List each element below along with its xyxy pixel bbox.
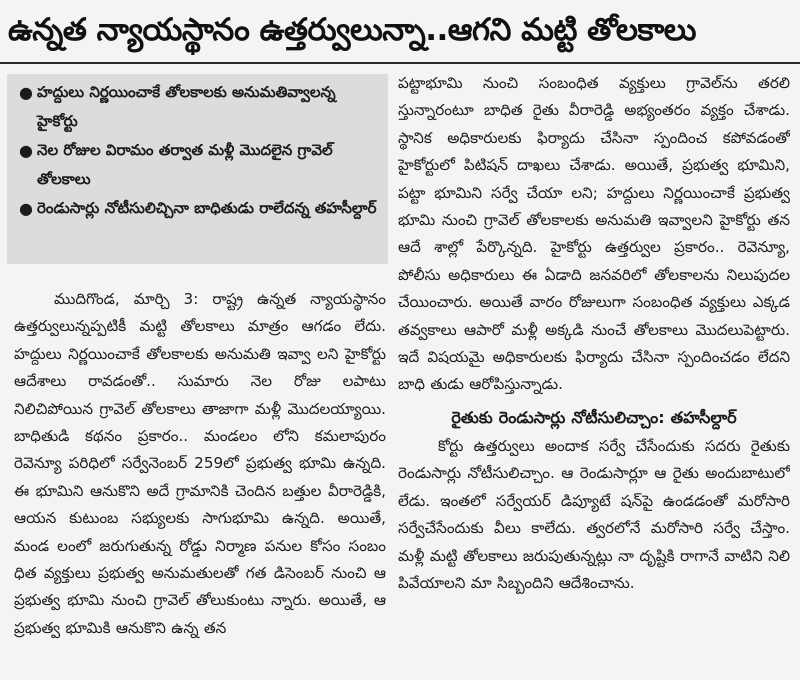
- highlights-box: [7, 74, 388, 264]
- headline: ఉన్నత న్యాయస్థానం ఉత్తర్వులున్నా..ఆగని మట్టి తోలకాలు: [8, 12, 696, 48]
- bullet-icon: ●: [19, 199, 33, 218]
- article-paragraph: పట్టాభూమి నుంచి సంబంధిత వ్యక్తులు గ్రావెల్‌ను తరలి స్తున్నారంటూ బాధిత రైతు వీరారెడ్డి అభ్యంతరం వ్యక్తం చేశాడు. స్థానిక అధికారులకు ఫిర్యాదు చేసినా స్పందించ కపోవడంతో హైకోర్టులో పిటిషన్ దాఖలు చేశాడు. అయితే, ప్రభుత్వ భూమిని, పట్టా భూమిని సర్వే చేయా లని; హద్దులు నిర్ణయించాకే ప్రభుత్వ భూమి నుంచి గ్రావెల్ తోలకాలకు అనుమతి ఇవ్వాలని హైకోర్టు తన ఆదే శాల్లో పేర్కొన్నది. హైకోర్టు ఉత్తర్వుల ప్రకారం.. రెవెన్యూ, పోలీసు అధికారులు ఈ ఏడాది జనవరిలో తోలకాలను నిలుపుదల చేయించారు. అయితే వారం రోజులుగా సంబంధిత వ్యక్తులు ఎక్కడ తవ్వకాలు ఆపారో మళ్లీ అక్కడి నుంచే తోలకాలు మొదలుపెట్టారు. ఇదే విషయమై అధికారులకు ఫిర్యాదు చేసినా స్పందించడం లేదని బాధి తుడు ఆరోపిస్తున్నాడు.: [398, 74, 790, 394]
- paragraph-text: కోర్టు ఉత్తర్వులు అందాక సర్వే చేసేందుకు సదరు రైతుకు రెండుసార్లు నోటీసులిచ్చాం. ఆ రెండుసార్లూ ఆ రైతు అందుబాటులో లేడు. ఇంతలో సర్వేయర్ డిప్యూటే షన్‌పై ఉండడంతో మరోసారి సర్వేచేసేందుకు వీలు కాలేదు. త్వరలోనే మరోసారి సర్వే చేస్తాం. మళ్లీ మట్టి తోలకాలు జరుపుతున్నట్లు నా దృష్టికి రాగానే వాటిని నిలి పివేయాలని మా సిబ్బందిని ఆదేశించాను.: [398, 436, 790, 592]
- highlight-item: [19, 78, 380, 136]
- subheading: రైతుకు రెండుసార్లు నోటీసులిచ్చాం: తహసీల్దార్: [451, 407, 737, 427]
- highlight-text: హద్దులు నిర్ణయించాకే తోలకాలకు అనుమతివ్వాలన్న హైకోర్టు: [37, 83, 336, 130]
- highlight-item: [19, 194, 380, 223]
- article-paragraph: [398, 433, 790, 597]
- paragraph-text: ముదిగొండ, మార్చి 3: రాష్ట్ర ఉన్నత న్యాయస్థానం ఉత్తర్వులున్నప్పటికీ మట్టి తోలకాలు మాత్రం ఆగడం లేదు. హద్దులు నిర్ణయించాకే తోలకాలకు అనుమతి ఇవ్వా లని హైకోర్టు ఆదేశాలు రావడంతో.. సుమారు నెల రోజు లపాటు నిలిచిపోయిన గ్రావెల్ తోలకాలు తాజాగా మళ్లీ మొదలయ్యాయి. బాధితుడి కథనం ప్రకారం.. మండలం లోని కమలాపురం రెవెన్యూ పరిధిలో సర్వేనెంబర్ 259లో ప్రభుత్వ భూమి ఉన్నది. ఈ భూమిని ఆనుకొని అదే గ్రామానికి చెందిన బత్తుల వీరారెడ్డికి, ఆయన కుటుంబ సభ్యులకు సాగుభూమి ఉన్నది. అయితే, మండ లంలో జరుగుతున్న రోడ్డు నిర్మాణ పనుల కోసం సంబం ధిత వ్యక్తులు ప్రభుత్వ అనుమతులతో గత డిసెంబర్ నుంచి ఆ ప్రభుత్వ భూమి నుంచి గ్రావెల్ తోలుకుంటు న్నారు. అయితే, ఆ ప్రభుత్వ భూమికి ఆనుకొని ఉన్న తన: [14, 290, 386, 637]
- article-paragraph: [14, 286, 386, 642]
- right-column: [398, 70, 790, 676]
- bullet-icon: ●: [19, 83, 33, 102]
- headline-divider: [0, 62, 800, 64]
- highlight-item: [19, 136, 380, 194]
- bullet-icon: ●: [19, 141, 33, 160]
- highlight-text: నెల రోజుల విరామం తర్వాత మళ్లీ మొదలైన గ్రావెల్ తోలకాలు: [37, 141, 333, 188]
- highlight-text: రెండుసార్లు నోటీసులిచ్చినా బాధితుడు రాలేదన్న తహసీల్దార్: [37, 199, 377, 217]
- left-column: [14, 286, 386, 676]
